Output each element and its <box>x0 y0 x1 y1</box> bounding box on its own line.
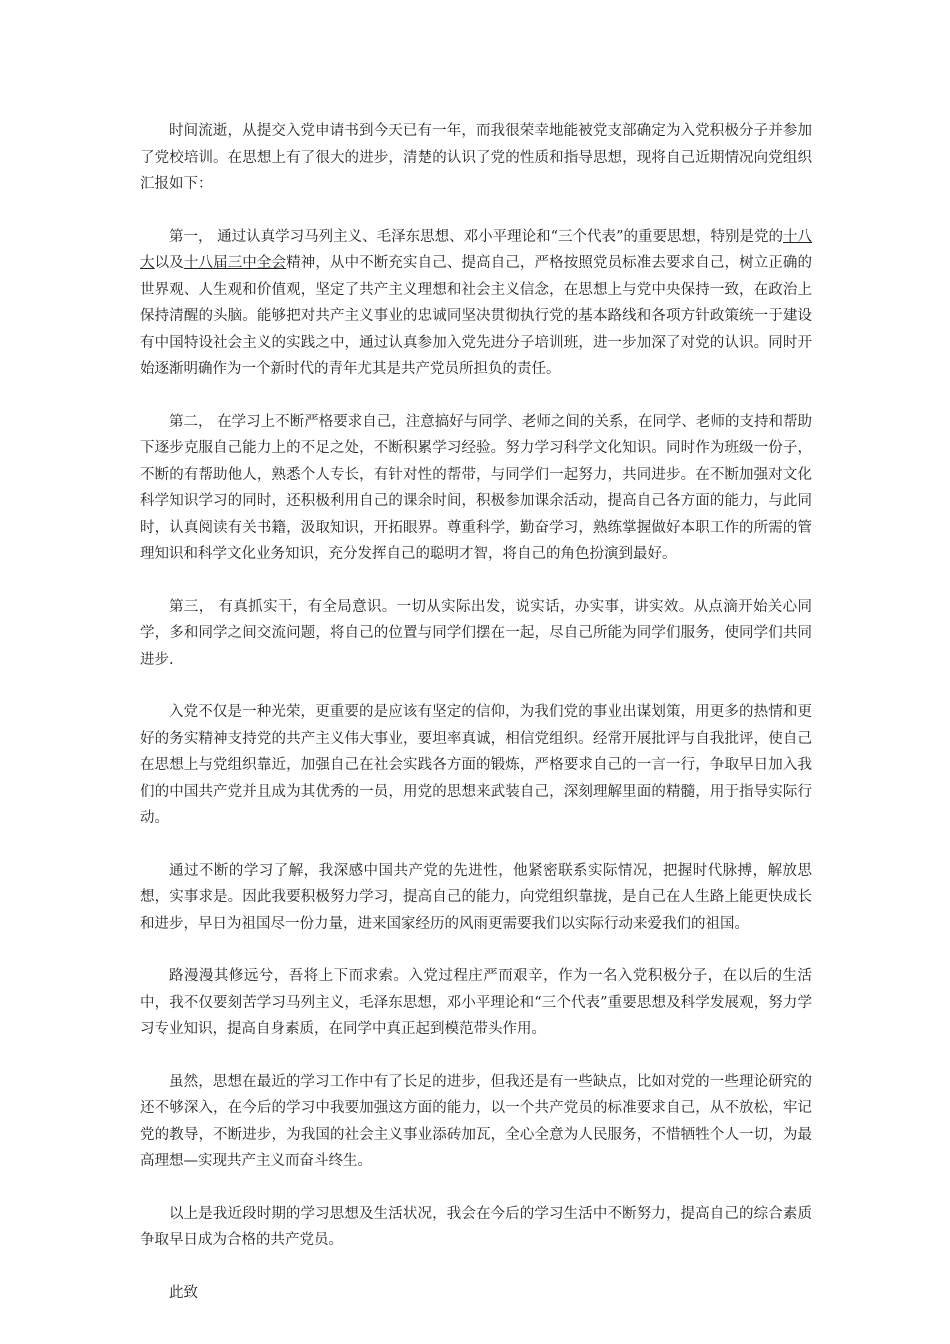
paragraph-joining-party: 入党不仅是一种光荣，更重要的是应该有坚定的信仰，为我们党的事业出谋划策，用更多的热情和更好的务实精神支持党的共产主义伟大事业，要坦率真诚，相信党组织。经常开展批评与自我批评，使自己在思想上与党组织靠近，加强自己在社会实践各方面的锻炼，严格要求自己的一言一行，争取早日加入我们的中国共产党并且成为其优秀的一员，用党的思想来武装自己，深刻理解里面的精髓，用于指导实际行动。 <box>140 704 812 826</box>
document-body <box>140 118 812 1332</box>
paragraph-second: 第二， 在学习上不断严格要求自己，注意搞好与同学、老师之间的关系，在同学、老师的支持和帮助下逐步克服自己能力上的不足之处，不断积累学习经验。努力学习科学文化知识。同时作为班级一份子，不断的有帮助他人，熟悉个人专长，有针对性的帮带，与同学们一起努力，共同进步。在不断加强对文化科学知识学习的同时，还积极利用自己的课余时间，积极参加课余活动，提高自己各方面的能力，与此同时，认真阅读有关书籍，汲取知识，开拓眼界。尊重科学，勤奋学习，熟练掌握做好本职工作的所需的管理知识和科学文化业务知识，充分发挥自己的聪明才智，将自己的角色扮演到最好。 <box>140 413 812 562</box>
paragraph-long-road: 路漫漫其修远兮，吾将上下而求索。入党过程庄严而艰辛，作为一名入党积极分子，在以后的生活中，我不仅要刻苦学习马列主义，毛泽东思想，邓小平理论和“三个代表”重要思想及科学发展观，努力学习专业知识，提高自身素质，在同学中真正起到模范带头作用。 <box>140 968 812 1037</box>
paragraph-third: 第三， 有真抓实干，有全局意识。一切从实际出发，说实话，办实事，讲实效。从点滴开始关心同学，多和同学之间交流问题，将自己的位置与同学们摆在一起，尽自己所能为同学们服务，使同学们共同进步. <box>140 598 812 668</box>
paragraph-intro: 时间流逝，从提交入党申请书到今天已有一年，而我很荣幸地能被党支部确定为入党积极分子并参加了党校培训。在思想上有了很大的进步，清楚的认识了党的性质和指导思想，现将自己近期情况向党组织汇报如下： <box>140 123 812 192</box>
paragraph-summary: 以上是我近段时期的学习思想及生活状况，我会在今后的学习生活中不断努力，提高自己的综合素质争取早日成为合格的共产党员。 <box>140 1205 812 1248</box>
link-eighteenth-congress[interactable]: 十八大 <box>140 228 813 271</box>
paragraph-first-conj: 以及 <box>154 255 184 271</box>
closing-salutation: 此致 <box>169 1284 198 1301</box>
paragraph-learning: 通过不断的学习了解，我深感中国共产党的先进性，他紧密联系实际情况，把握时代脉搏，解放思想，实事求是。因此我要积极努力学习，提高自己的能力，向党组织靠拢，是自己在人生路上能更快成长和进步，早日为祖国尽一份力量，进来国家经历的风雨更需要我们以实际行动来爱我们的祖国。 <box>140 862 812 932</box>
paragraph-first <box>140 224 812 383</box>
paragraph-first-lead: 第一， 通过认真学习马列主义、毛泽东思想、邓小平理论和“三个代表”的重要思想，特别是党的 <box>169 228 783 245</box>
paragraph-first-rest: 精神，从中不断充实自己、提高自己，严格按照党员标准去要求自己，树立正确的世界观、人生观和价值观，坚定了共产主义理想和社会主义信念，在思想上与党中央保持一致，在政治上保持清醒的头脑。能够把对共产主义事业的忠诚同坚决贯彻执行党的基本路线和各项方针政策统一于建设有中国特设社会主义的实践之中，通过认真参加入党先进分子培训班，进一步加深了对党的认识。同时开始逐渐明确作为一个新时代的青年尤其是共产党员所担负的责任。 <box>140 255 813 377</box>
paragraph-shortcomings: 虽然，思想在最近的学习工作中有了长足的进步，但我还是有一些缺点，比如对党的一些理论研究的还不够深入，在今后的学习中我要加强这方面的能力，以一个共产党员的标准要求自己，从不放松，牢记党的教导，不断进步，为我国的社会主义事业添砖加瓦，全心全意为人民服务，不惜牺牲个人一切，为最高理想—实现共产主义而奋斗终生。 <box>140 1073 812 1169</box>
link-third-plenary-session[interactable]: 十八届三中全会 <box>183 255 287 271</box>
